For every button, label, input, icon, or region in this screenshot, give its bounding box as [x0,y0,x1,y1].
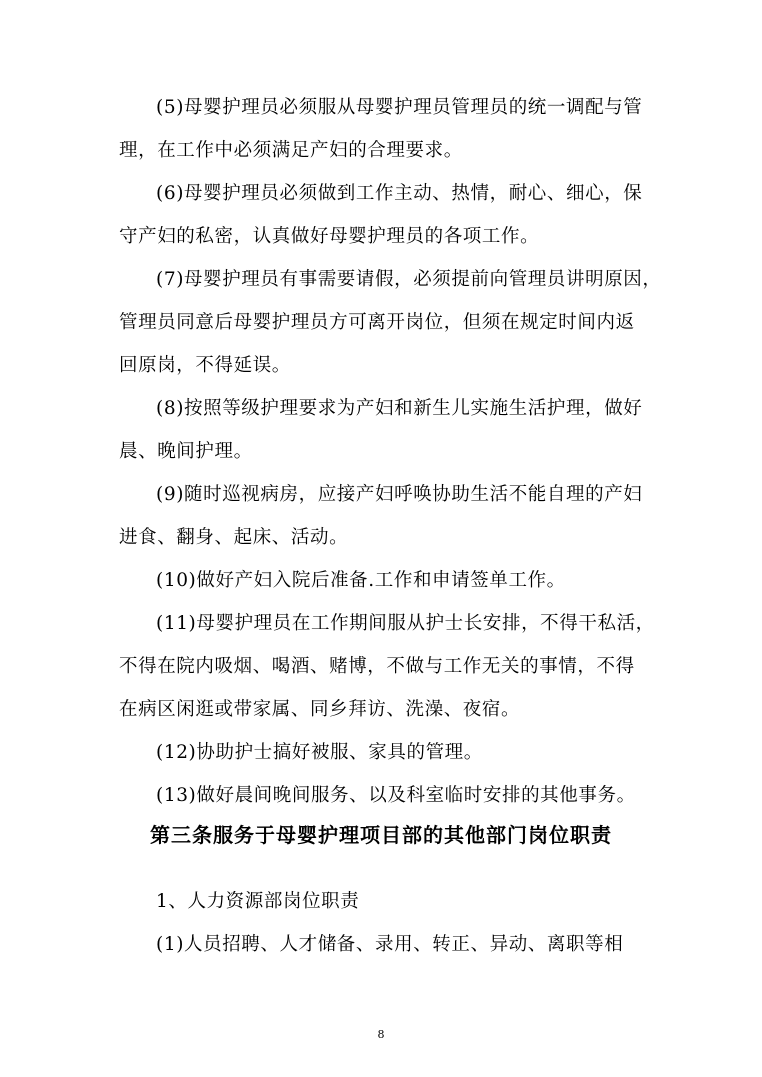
paragraph-line: 进食、翻身、起床、活动。 [119,527,349,548]
paragraph-line: 理，在工作中必须满足产妇的合理要求。 [119,140,463,161]
paragraph-line: (8)按照等级护理要求为产妇和新生儿实施生活护理，做好 [156,398,643,419]
paragraph-line: 回原岗，不得延误。 [119,355,291,376]
paragraph-line: (10)做好产妇入院后准备.工作和申请签单工作。 [156,570,566,591]
paragraph-line: 晨、晚间护理。 [119,441,253,462]
page-number: 8 [377,1028,385,1041]
paragraph-line: (9)随时巡视病房，应接产妇呼唤协助生活不能自理的产妇 [156,484,643,505]
paragraph-line: 守产妇的私密，认真做好母婴护理员的各项工作。 [119,226,540,247]
paragraph-line: 管理员同意后母婴护理员方可离开岗位，但须在规定时间内返 [119,312,635,333]
paragraph-line: 不得在院内吸烟、喝酒、赌博，不做与工作无关的事情，不得 [119,656,635,677]
paragraph-line: (13)做好晨间晚间服务、以及科室临时安排的其他事务。 [156,785,636,806]
paragraph-line: (5)母婴护理员必须服从母婴护理员管理员的统一调配与管 [156,97,643,118]
paragraph-line: (12)协助护士搞好被服、家具的管理。 [156,742,483,763]
paragraph-line: (11)母婴护理员在工作期间服从护士长安排，不得干私活， [156,613,655,634]
subsection-title: 1、人力资源部岗位职责 [156,891,360,912]
paragraph-line: 在病区闲逛或带家属、同乡拜访、洗澡、夜宿。 [119,699,521,720]
section-heading: 第三条服务于母婴护理项目部的其他部门岗位职责 [150,823,612,847]
paragraph-line: (7)母婴护理员有事需要请假，必须提前向管理员讲明原因， [156,269,662,290]
paragraph-line: (6)母婴护理员必须做到工作主动、热情，耐心、细心，保 [156,183,643,204]
paragraph-line: (1)人员招聘、人才储备、录用、转正、异动、离职等相 [156,934,624,955]
